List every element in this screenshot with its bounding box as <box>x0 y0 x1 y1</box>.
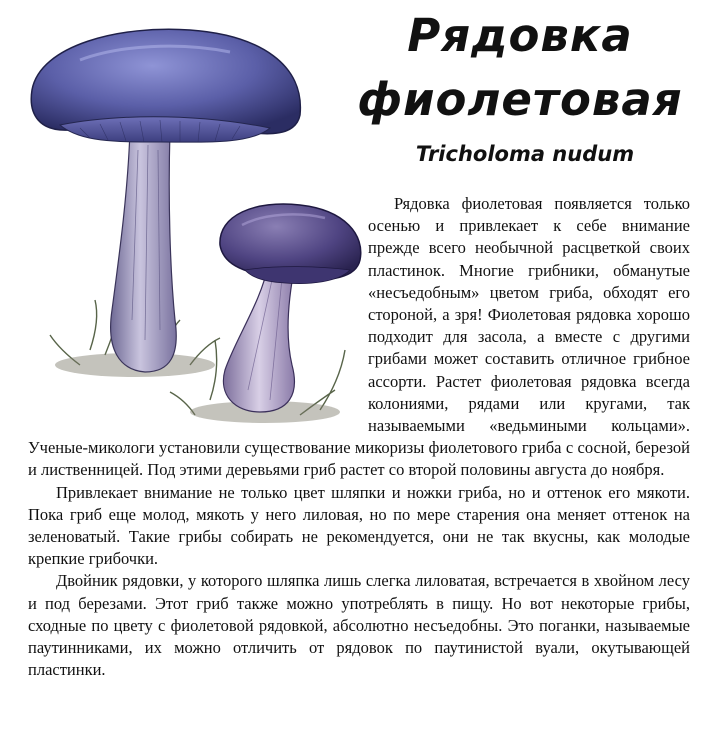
paragraph-3: Двойник рядовки, у которого шляпка лишь слегка лиловатая, встречается в хвойном лесу и под березами. Этот гриб также можно употреблять в пищу. Но вот некоторые грибы, сходные по цвету с фиолетовой рядовкой, абсолютно несъедобны. Это поганки, называемые паутинниками, их можно отличить от рядовок по паутинистой вуали, окутывающей пластинки. <box>28 571 690 680</box>
paragraph-1: Рядовка фиолетовая появляется только осенью и привлекает к себе внимание прежде всего необычной расцветкой своих пластинок. Многие грибники, обманутые «несъедобным» цветом гриба, обходят его стороной, а зря! Фиолетовая рядовка хорошо подходит для засола, а вместе с другими грибами может составить отличное грибное ассорти. Растет фиолетовая рядовка всегда колониями, рядами или кругами, так называемыми «ведьмиными кольцами». Ученые-микологи установили существование микоризы фиолетового гриба с сосной, березой и лиственницей. Под этими деревьями гриб растет со второй половины августа до ноября. <box>28 194 690 480</box>
paragraph-2: Привлекает внимание не только цвет шляпки и ножки гриба, но и оттенок его мякоти. Пока гриб еще молод, мякоть у него лиловая, но по мере старения она меняет оттенок на зеленоватый. Такие грибы собирать не рекомендуется, они не так вкусны, как молодые крепкие грибочки. <box>28 482 690 569</box>
latin-name: Tricholoma nudum <box>415 142 635 166</box>
illustration-wrap-spacer <box>28 193 368 428</box>
article-body <box>28 193 690 681</box>
title-line-2: фиолетовая <box>357 73 683 126</box>
page-title <box>340 4 700 132</box>
title-line-1: Рядовка <box>407 9 633 62</box>
